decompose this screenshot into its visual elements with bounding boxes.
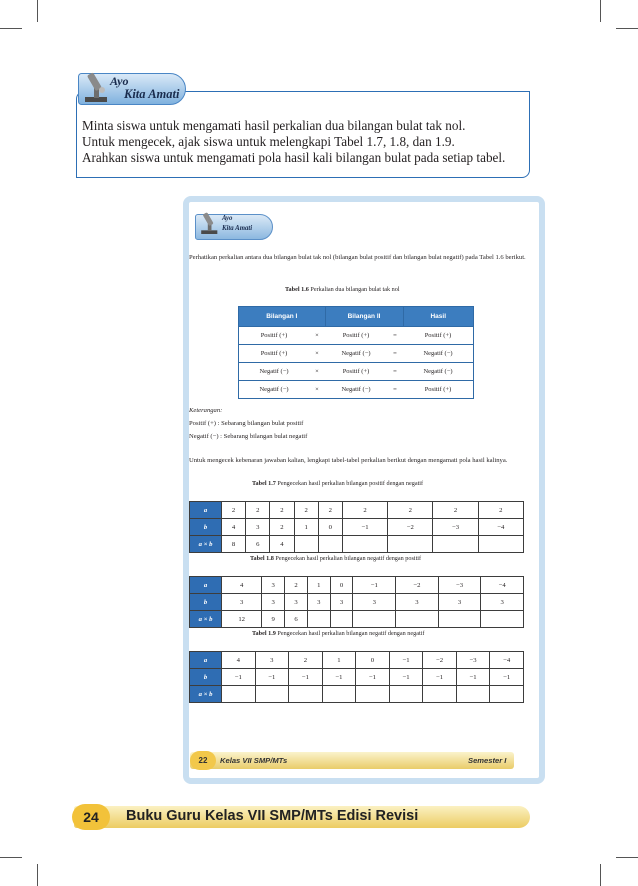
cell: 4 [222, 577, 262, 594]
cell: 3 [222, 594, 262, 611]
table-row [190, 669, 524, 686]
cell: 1 [307, 577, 330, 594]
table-caption [252, 480, 423, 487]
cell: 3 [255, 652, 289, 669]
inner-page-number: 22 [190, 751, 216, 770]
microscope-icon [199, 210, 221, 236]
cell: 3 [481, 594, 524, 611]
cell: Negatif (−) [325, 381, 387, 399]
table-caption [250, 555, 421, 562]
instruction-paragraph: Untuk mengecek kebenaran jawaban kalian, lengkapi tabel-tabel perkalian berikut dengan mengamati pola hasil kalinya. [189, 457, 508, 464]
cell: −3 [433, 519, 478, 536]
cell: 0 [356, 652, 390, 669]
empty-answer-cell [342, 536, 387, 553]
cell: −4 [478, 519, 523, 536]
table-row [239, 381, 474, 399]
table-1-7 [189, 501, 524, 553]
column-header: Bilangan I [239, 307, 326, 327]
microscope-icon [82, 70, 112, 104]
crop-mark [600, 0, 601, 22]
cell: −1 [353, 577, 396, 594]
cell: Positif (+) [325, 363, 387, 381]
table-row [239, 345, 474, 363]
note-line: Arahkan siswa untuk mengamati pola hasil kali bilangan bulat pada setiap tabel. [82, 150, 506, 165]
crop-mark [616, 28, 638, 29]
cell: Negatif (−) [403, 363, 474, 381]
cell: × [309, 381, 325, 399]
crop-mark [37, 0, 38, 22]
cell: 2 [318, 502, 342, 519]
cell: × [309, 345, 325, 363]
cell: −1 [255, 669, 289, 686]
crop-mark [0, 28, 22, 29]
cell: Negatif (−) [239, 381, 310, 399]
empty-answer-cell [481, 611, 524, 628]
table-row [190, 652, 524, 669]
teacher-note-text [82, 118, 522, 166]
cell: 4 [270, 536, 294, 553]
cell: −1 [356, 669, 390, 686]
cell: Positif (+) [403, 381, 474, 399]
cell: −2 [396, 577, 439, 594]
cell: −4 [490, 652, 524, 669]
row-header: b [190, 594, 222, 611]
cell: −1 [389, 652, 423, 669]
empty-answer-cell [307, 611, 330, 628]
keterangan-line: Negatif (−) : Sebarang bilangan bulat negatif [189, 433, 308, 440]
row-header: a × b [190, 536, 222, 553]
cell: 0 [330, 577, 353, 594]
cell: 8 [222, 536, 246, 553]
empty-answer-cell [294, 536, 318, 553]
caption-label: Tabel 1.7 [252, 480, 276, 487]
table-row [190, 686, 524, 703]
empty-answer-cell [289, 686, 323, 703]
empty-answer-cell [353, 611, 396, 628]
empty-answer-cell [423, 686, 457, 703]
cell: 2 [478, 502, 523, 519]
cell: −1 [322, 669, 356, 686]
cell: −3 [456, 652, 490, 669]
cell: 3 [438, 594, 481, 611]
row-header: b [190, 519, 222, 536]
table-row [239, 327, 474, 345]
table-1-8 [189, 576, 524, 628]
cell: −1 [389, 669, 423, 686]
column-header: Hasil [403, 307, 474, 327]
cell: −3 [438, 577, 481, 594]
cell: × [309, 363, 325, 381]
empty-answer-cell [330, 611, 353, 628]
cell: = [387, 327, 403, 345]
cell: 6 [246, 536, 270, 553]
caption-label: Tabel 1.8 [250, 555, 274, 562]
cell: 0 [318, 519, 342, 536]
table-row [190, 594, 524, 611]
row-header: a [190, 502, 222, 519]
inner-badge-line2: Kita Amati [222, 225, 253, 232]
note-line: Minta siswa untuk mengamati hasil perkalian dua bilangan bulat tak nol. [82, 118, 466, 133]
empty-answer-cell [318, 536, 342, 553]
cell: −4 [481, 577, 524, 594]
cell: 3 [285, 594, 308, 611]
inner-badge-line1: Ayo [222, 215, 233, 222]
empty-answer-cell [433, 536, 478, 553]
row-header: a [190, 577, 222, 594]
cell: 2 [388, 502, 433, 519]
cell: 3 [396, 594, 439, 611]
empty-answer-cell [388, 536, 433, 553]
cell: 4 [222, 652, 256, 669]
page-number: 24 [72, 804, 110, 830]
keterangan-line: Positif (+) : Sebarang bilangan bulat positif [189, 420, 304, 427]
cell: 2 [246, 502, 270, 519]
table-row [190, 536, 524, 553]
cell: −2 [423, 652, 457, 669]
cell: Positif (+) [403, 327, 474, 345]
empty-answer-cell [490, 686, 524, 703]
cell: 3 [307, 594, 330, 611]
cell: 2 [342, 502, 387, 519]
cell: Positif (+) [239, 345, 310, 363]
cell: 2 [289, 652, 323, 669]
cell: 4 [222, 519, 246, 536]
cell: 6 [285, 611, 308, 628]
cell: −1 [490, 669, 524, 686]
table16-caption [285, 286, 400, 293]
cell: −1 [456, 669, 490, 686]
cell: = [387, 345, 403, 363]
table-caption [252, 630, 424, 637]
inner-footer-left: Kelas VII SMP/MTs [220, 756, 288, 765]
badge-title-line1: Ayo [110, 74, 129, 88]
cell: 2 [294, 502, 318, 519]
empty-answer-cell [456, 686, 490, 703]
cell: 3 [330, 594, 353, 611]
empty-answer-cell [438, 611, 481, 628]
table-row [239, 363, 474, 381]
empty-answer-cell [222, 686, 256, 703]
caption-text: Pengecekan hasil perkalian bilangan negatif dengan negatif [277, 630, 425, 637]
cell: −1 [289, 669, 323, 686]
column-header: Bilangan II [325, 307, 403, 327]
cell: 9 [262, 611, 285, 628]
cell: Positif (+) [325, 327, 387, 345]
caption-text: Perkalian dua bilangan bulat tak nol [310, 286, 400, 293]
cell: −1 [342, 519, 387, 536]
crop-mark [37, 864, 38, 886]
note-line: Untuk mengecek, ajak siswa untuk melengkapi Tabel 1.7, 1.8, dan 1.9. [82, 134, 455, 149]
empty-answer-cell [389, 686, 423, 703]
table-row [190, 577, 524, 594]
row-header: a × b [190, 611, 222, 628]
cell: 1 [294, 519, 318, 536]
cell: Negatif (−) [325, 345, 387, 363]
cell: Negatif (−) [403, 345, 474, 363]
crop-mark [600, 864, 601, 886]
caption-label: Tabel 1.9 [252, 630, 276, 637]
cell: 3 [262, 594, 285, 611]
empty-answer-cell [396, 611, 439, 628]
cell: 2 [270, 519, 294, 536]
row-header: b [190, 669, 222, 686]
row-header: a [190, 652, 222, 669]
cell: 1 [322, 652, 356, 669]
cell: = [387, 363, 403, 381]
cell: −1 [222, 669, 256, 686]
empty-answer-cell [322, 686, 356, 703]
empty-answer-cell [356, 686, 390, 703]
cell: = [387, 381, 403, 399]
intro-paragraph: Perhatikan perkalian antara dua bilangan bulat tak nol (bilangan bulat positif dan bilangan bulat negatif) pada Tabel 1.6 berikut. [189, 254, 526, 261]
empty-answer-cell [478, 536, 523, 553]
cell: Negatif (−) [239, 363, 310, 381]
empty-answer-cell [255, 686, 289, 703]
table-1-9 [189, 651, 524, 703]
caption-text: Pengecekan hasil perkalian bilangan negatif dengan positif [275, 555, 422, 562]
table-row [190, 502, 524, 519]
cell: 2 [285, 577, 308, 594]
caption-text: Pengecekan hasil perkalian bilangan positif dengan negatif [277, 480, 424, 487]
crop-mark [616, 857, 638, 858]
table-row [190, 519, 524, 536]
keterangan-title: Keterangan: [189, 407, 223, 414]
cell: 2 [222, 502, 246, 519]
table-row [190, 611, 524, 628]
badge-title-line2: Kita Amati [124, 87, 180, 101]
cell: 2 [270, 502, 294, 519]
cell: −1 [423, 669, 457, 686]
cell: 12 [222, 611, 262, 628]
inner-footer-right: Semester I [468, 756, 507, 765]
cell: Positif (+) [239, 327, 310, 345]
cell: × [309, 327, 325, 345]
cell: 3 [262, 577, 285, 594]
book-title: Buku Guru Kelas VII SMP/MTs Edisi Revisi [126, 808, 419, 824]
cell: 2 [433, 502, 478, 519]
crop-mark [0, 857, 22, 858]
cell: 3 [246, 519, 270, 536]
table-1-6 [238, 306, 474, 399]
row-header: a × b [190, 686, 222, 703]
cell: −2 [388, 519, 433, 536]
caption-label: Tabel 1.6 [285, 286, 309, 293]
cell: 3 [353, 594, 396, 611]
